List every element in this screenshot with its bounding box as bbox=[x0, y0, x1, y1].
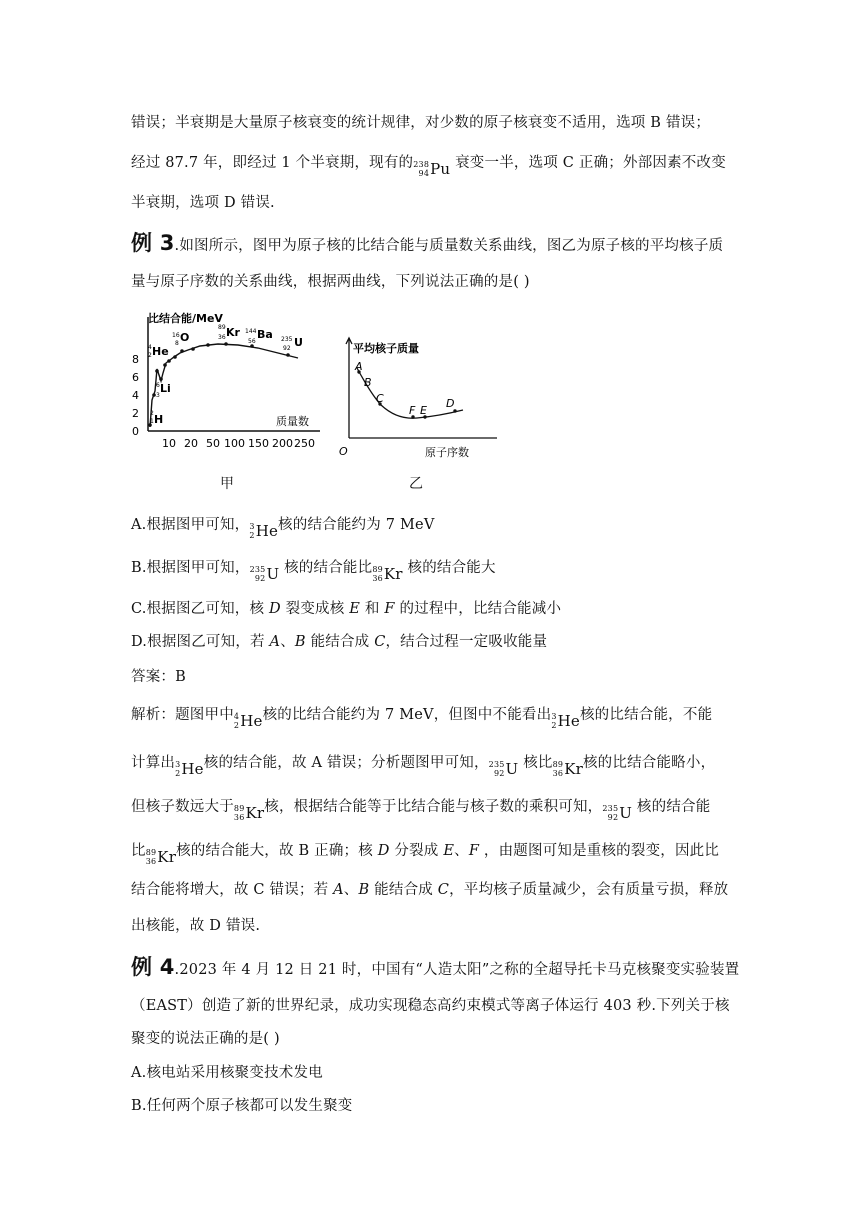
example-heading: 例 3 bbox=[131, 231, 175, 255]
element-symbol: U bbox=[266, 565, 280, 583]
analysis-line bbox=[131, 703, 712, 730]
x-tick: 100 bbox=[224, 437, 245, 450]
text-segment: ，平均核子质量减少，会有质量亏损，释放 bbox=[449, 882, 729, 898]
mass-number: 89 bbox=[233, 804, 245, 813]
text-segment: 经过 87.7 年，即经过 1 个半衰期，现有的 bbox=[131, 155, 414, 171]
label-a: A bbox=[355, 360, 363, 373]
text-line: 错误；半衰期是大量原子核衰变的统计规律，对少数的原子核衰变不适用，选项 B 错误； bbox=[131, 115, 711, 131]
element-symbol: Pu bbox=[430, 160, 451, 178]
text-segment: ，结合过程一定吸收能量 bbox=[385, 634, 548, 650]
analysis-line bbox=[131, 839, 719, 866]
data-point bbox=[224, 342, 228, 346]
element-symbol: Kr bbox=[383, 565, 403, 583]
var-e: E bbox=[443, 843, 455, 859]
option-a bbox=[131, 513, 435, 540]
var-b: B bbox=[358, 882, 370, 898]
data-point bbox=[159, 377, 163, 381]
atomic-number: 92 bbox=[493, 769, 505, 778]
fig-a-ylabel: 比结合能/MeV bbox=[148, 312, 223, 325]
fig-b-xlabel: 原子序数 bbox=[425, 446, 469, 459]
text-segment: 核的结合能约为 7 MeV bbox=[278, 517, 435, 533]
element-symbol: Kr bbox=[564, 760, 583, 778]
atomic-number: 36 bbox=[145, 857, 157, 866]
label-u-z: 92 bbox=[283, 345, 291, 352]
element-symbol: He bbox=[557, 712, 580, 730]
text-segment: 核的比结合能，不能 bbox=[579, 707, 713, 723]
analysis-line: 出核能，故 D 错误. bbox=[131, 918, 261, 934]
example-heading: 例 4 bbox=[131, 955, 175, 979]
fig-b-ylabel: 平均核子质量 bbox=[353, 342, 419, 355]
nuclide-pu238 bbox=[413, 160, 450, 178]
element-symbol: U bbox=[505, 760, 519, 778]
text-segment: A.根据图甲可知， bbox=[131, 517, 250, 533]
label-kr-z: 36 bbox=[218, 334, 226, 341]
x-tick: 250 bbox=[294, 437, 315, 450]
nuclide-he3 bbox=[175, 760, 204, 778]
label-f: F bbox=[409, 404, 416, 417]
option-b bbox=[131, 556, 496, 583]
data-point bbox=[191, 347, 195, 351]
origin-label: O bbox=[339, 445, 348, 458]
data-point bbox=[163, 363, 167, 367]
var-d: D bbox=[377, 843, 390, 859]
text-segment: 分裂成 bbox=[389, 843, 444, 859]
x-tick: 150 bbox=[248, 437, 269, 450]
var-a: A bbox=[333, 882, 344, 898]
data-point bbox=[286, 353, 290, 357]
atomic-number: 2 bbox=[233, 721, 240, 730]
text-line: 半衰期，选项 D 错误. bbox=[131, 195, 275, 211]
option-b: B.任何两个原子核都可以发生聚变 bbox=[131, 1098, 353, 1114]
nuclide-kr89 bbox=[553, 760, 583, 778]
label-li: Li bbox=[160, 382, 171, 395]
mass-number: 4 bbox=[233, 712, 240, 721]
text-segment: ，由题图可知是重核的裂变，因此比 bbox=[479, 843, 720, 859]
fig-a-caption: 甲 bbox=[220, 476, 234, 492]
element-symbol: Kr bbox=[245, 804, 265, 822]
x-tick: 50 bbox=[206, 437, 220, 450]
nuclide-u235 bbox=[250, 565, 280, 583]
fig-a-xlabel: 质量数 bbox=[276, 415, 309, 428]
mass-number: 3 bbox=[249, 522, 255, 531]
y-tick: 8 bbox=[132, 353, 139, 366]
text-segment: 核的结合能比 bbox=[284, 560, 373, 576]
text-segment: 、 bbox=[280, 634, 295, 650]
mass-number: 238 bbox=[413, 160, 430, 169]
atomic-number: 2 bbox=[249, 531, 255, 540]
figure-binding-energy bbox=[128, 305, 328, 455]
label-h-z: 1 bbox=[150, 418, 154, 425]
text-line: （EAST）创造了新的世界纪录，成功实现稳态高约束模式等离子体运行 403 秒.下列关于核 bbox=[131, 998, 730, 1014]
analysis-line bbox=[131, 795, 710, 822]
text-segment: 的过程中，比结合能减小 bbox=[394, 601, 562, 617]
text-segment: 和 bbox=[360, 601, 385, 617]
text-segment: .2023 年 4 月 12 日 21 时，中国有“人造太阳”之称的全超导托卡马克核聚变实验装置 bbox=[174, 962, 740, 978]
nuclide-he3 bbox=[551, 712, 580, 730]
data-point bbox=[180, 349, 184, 353]
mass-number: 89 bbox=[372, 565, 383, 574]
nuclide-kr89 bbox=[234, 804, 264, 822]
text-segment: 核的结合能大 bbox=[407, 560, 496, 576]
text-line: 量与原子序数的关系曲线，根据两曲线，下列说法正确的是( ) bbox=[131, 274, 530, 290]
text-segment: 核比 bbox=[523, 755, 553, 771]
mass-number: 235 bbox=[488, 760, 505, 769]
text-segment: 核的结合能，故 A 错误；分析题图甲可知， bbox=[203, 755, 489, 771]
label-he-mass: 4 bbox=[148, 344, 152, 351]
example-3-stem bbox=[131, 227, 723, 257]
atomic-number: 36 bbox=[552, 769, 564, 778]
label-o: O bbox=[180, 331, 190, 344]
label-o-z: 8 bbox=[175, 340, 179, 347]
label-c: C bbox=[376, 392, 384, 405]
element-symbol: He bbox=[181, 760, 204, 778]
label-u: U bbox=[294, 336, 303, 349]
text-segment: 核的比结合能约为 7 MeV，但图中不能看出 bbox=[262, 707, 552, 723]
nuclide-kr89 bbox=[372, 565, 402, 583]
text-segment: 比 bbox=[131, 843, 146, 859]
label-he-z: 2 bbox=[148, 352, 152, 359]
text-segment: C.根据图乙可知，核 bbox=[131, 601, 269, 617]
answer: 答案：B bbox=[131, 669, 186, 685]
label-kr-mass: 89 bbox=[218, 324, 226, 331]
text-segment: B.根据图甲可知， bbox=[131, 560, 250, 576]
text-line: 聚变的说法正确的是( ) bbox=[131, 1031, 280, 1047]
nuclide-he3 bbox=[249, 522, 278, 540]
atomic-number: 2 bbox=[551, 721, 557, 730]
element-symbol: U bbox=[619, 804, 633, 822]
atomic-number: 92 bbox=[607, 813, 619, 822]
option-a: A.核电站采用核聚变技术发电 bbox=[131, 1065, 323, 1081]
mass-number: 235 bbox=[249, 565, 266, 574]
mass-number: 89 bbox=[145, 848, 157, 857]
label-ba-z: 56 bbox=[248, 338, 256, 345]
text-segment: 裂变成核 bbox=[280, 601, 350, 617]
data-point bbox=[173, 355, 177, 359]
x-tick: 10 bbox=[162, 437, 176, 450]
text-segment: 计算出 bbox=[131, 755, 176, 771]
var-d: D bbox=[269, 601, 281, 617]
text-line bbox=[131, 151, 726, 178]
x-ticks bbox=[162, 437, 315, 450]
var-f: F bbox=[468, 843, 480, 859]
option-c bbox=[131, 597, 561, 618]
data-point bbox=[206, 343, 210, 347]
x-tick: 200 bbox=[272, 437, 293, 450]
figure-average-nucleon-mass bbox=[335, 330, 505, 460]
text-segment: 衰变一半，选项 C 正确；外部因素不改变 bbox=[455, 155, 726, 171]
nuclide-u235 bbox=[489, 760, 519, 778]
text-segment: .如图所示，图甲为原子核的比结合能与质量数关系曲线，图乙为原子核的平均核子质 bbox=[174, 238, 724, 254]
text-segment: 核的比结合能略小， bbox=[582, 755, 716, 771]
text-segment: 结合能将增大，故 C 错误；若 bbox=[131, 882, 334, 898]
atomic-number: 36 bbox=[233, 813, 245, 822]
text-segment: D.根据图乙可知，若 bbox=[131, 634, 270, 650]
y-tick: 0 bbox=[132, 425, 139, 438]
mass-number: 235 bbox=[602, 804, 619, 813]
example-4-stem bbox=[131, 951, 739, 981]
var-f: F bbox=[384, 601, 395, 617]
var-c: C bbox=[374, 634, 386, 650]
var-a: A bbox=[269, 634, 281, 650]
option-d bbox=[131, 630, 547, 651]
element-symbol: He bbox=[255, 522, 279, 540]
y-tick: 4 bbox=[132, 389, 139, 402]
atomic-number: 94 bbox=[418, 169, 430, 178]
text-segment: 、 bbox=[343, 882, 359, 898]
y-ticks bbox=[132, 353, 139, 438]
label-d: D bbox=[446, 397, 455, 410]
label-u-mass: 235 bbox=[281, 336, 293, 343]
element-symbol: Kr bbox=[157, 848, 177, 866]
var-e: E bbox=[349, 601, 361, 617]
label-o-mass: 16 bbox=[172, 332, 180, 339]
atomic-number: 2 bbox=[175, 769, 181, 778]
fig-b-caption: 乙 bbox=[409, 476, 423, 492]
label-h: H bbox=[154, 413, 164, 426]
label-b: B bbox=[364, 376, 372, 389]
text-segment: 核的结合能大，故 B 正确；核 bbox=[176, 843, 378, 859]
text-segment: 能结合成 bbox=[305, 634, 375, 650]
data-point bbox=[155, 369, 159, 373]
analysis-line bbox=[131, 751, 715, 778]
text-segment: 能结合成 bbox=[369, 882, 438, 898]
var-c: C bbox=[437, 882, 450, 898]
y-tick: 2 bbox=[132, 407, 139, 420]
text-segment: 解析：题图甲中 bbox=[131, 707, 234, 723]
label-kr: Kr bbox=[226, 326, 240, 339]
text-segment: 核的结合能 bbox=[636, 799, 711, 815]
element-symbol: He bbox=[240, 712, 263, 730]
mass-number: 3 bbox=[175, 760, 181, 769]
nuclide-kr89 bbox=[146, 848, 176, 866]
analysis-line bbox=[131, 878, 728, 899]
nuclide-labels bbox=[148, 324, 303, 426]
mass-number: 89 bbox=[552, 760, 564, 769]
label-h-mass: 2 bbox=[150, 410, 154, 417]
text-segment: 但核子数远大于 bbox=[131, 799, 234, 815]
label-li-mass: 6 bbox=[156, 382, 160, 389]
label-li-z: 3 bbox=[156, 392, 160, 399]
text-segment: 、 bbox=[454, 843, 469, 859]
nuclide-u235 bbox=[602, 804, 632, 822]
var-b: B bbox=[294, 634, 306, 650]
label-e: E bbox=[420, 404, 427, 417]
y-tick: 6 bbox=[132, 371, 139, 384]
x-tick: 20 bbox=[184, 437, 198, 450]
label-ba: Ba bbox=[257, 328, 273, 341]
label-he: He bbox=[152, 345, 169, 358]
atomic-number: 36 bbox=[372, 574, 383, 583]
label-ba-mass: 144 bbox=[245, 328, 257, 335]
text-segment: 核，根据结合能等于比结合能与核子数的乘积可知， bbox=[264, 799, 603, 815]
mass-number: 3 bbox=[551, 712, 557, 721]
point-labels bbox=[354, 360, 454, 417]
data-point bbox=[167, 359, 171, 363]
nuclide-he4 bbox=[234, 712, 263, 730]
atomic-number: 92 bbox=[254, 574, 266, 583]
